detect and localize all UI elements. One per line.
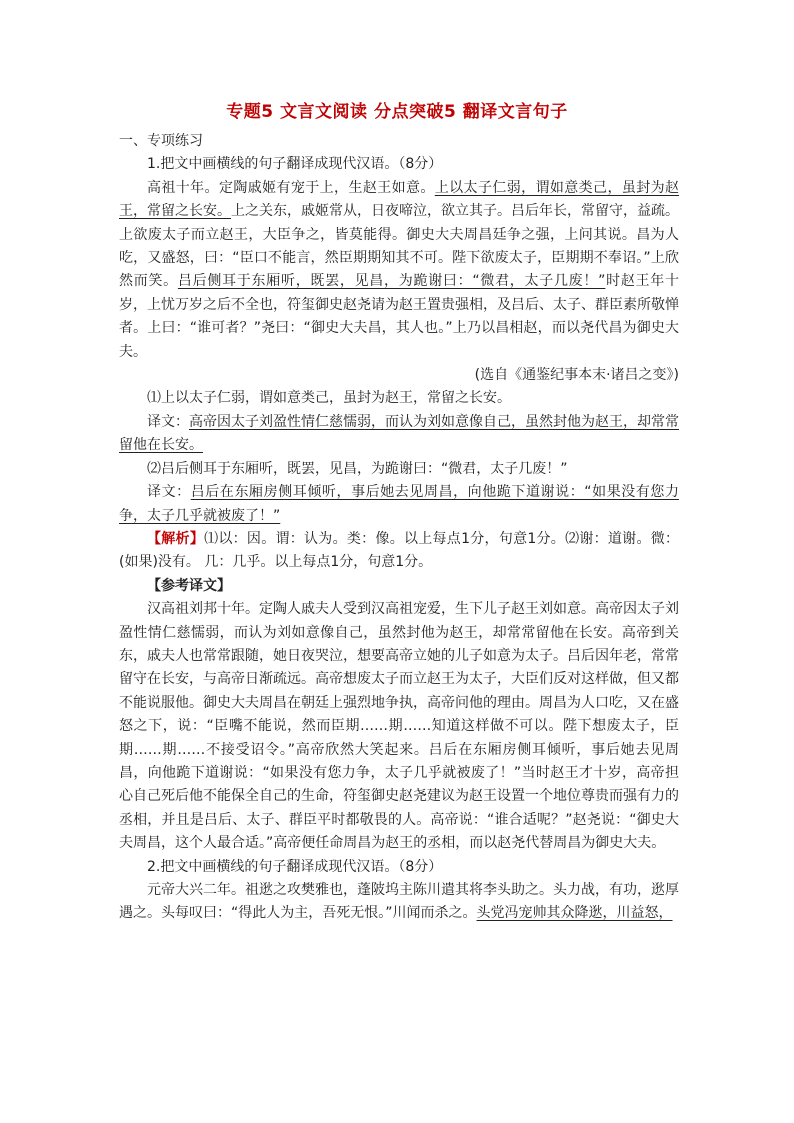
translation-1 bbox=[119, 411, 679, 458]
analysis-label: 【解析】 bbox=[147, 530, 205, 547]
translation-label: 译文： bbox=[147, 413, 189, 430]
reference-translation-label: 【参考译文】 bbox=[147, 577, 231, 594]
translation-1-text: 高帝因太子刘盈性情仁慈懦弱，而认为刘如意像自己，虽然封他为赵王，却常常留他在长安。 bbox=[119, 413, 679, 454]
passage-1-text-b: 上之关东，戚姬常从，日夜啼泣，欲立其子。吕后年长，常留守，益疏。上欲废太子而立赵王，大臣争之，皆莫能得。御史大夫周昌廷争之强，上问其说。昌为人吃，又盛怒，曰：“臣口不能言，然臣期期知其不可。陛下欲废太子，臣期期不奉诏。”上欣然而笑。 bbox=[119, 203, 679, 290]
page-title: 专题5 文言文阅读 分点突破5 翻译文言句子 bbox=[226, 102, 568, 122]
passage-2 bbox=[119, 879, 679, 926]
underlined-sentence-2: 吕后侧耳于东厢听，既罢，见昌，为跪谢曰：“微君，太子几废！” bbox=[177, 273, 606, 290]
underlined-sentence-1: 上以太子仁弱，谓如意类己，虽封为赵王，常留之长安。 bbox=[119, 179, 680, 220]
passage-1-text-c: 时赵王年十岁，上忧万岁之后不全也，符玺御史赵尧请为赵王置贵强相，及吕后、太子、群臣素所敬惮者。上曰：“谁可者？”尧曰：“御史大夫昌，其人也。”上乃以昌相赵，而以尧代昌为御史大夫。 bbox=[119, 273, 680, 360]
passage-source: (选自《通鉴纪事本末·诸吕之变》) bbox=[474, 367, 679, 384]
passage-1 bbox=[119, 177, 679, 364]
underlined-sentence-3: 头党冯宠帅其众降逖，川益怒， bbox=[476, 905, 673, 922]
passage-1-text-a: 高祖十年。定陶戚姬有宠于上，生赵王如意。 bbox=[147, 179, 435, 196]
question-1-prompt: 1.把文中画横线的句子翻译成现代汉语。（8分） bbox=[147, 156, 443, 173]
translation-2-text: 吕后在东厢房侧耳倾听，事后她去见周昌，向他跪下道谢说：“如果没有您力争，太子几乎就被废了！” bbox=[119, 484, 679, 524]
sub-question-1: ⑴上以太子仁弱，谓如意类己，虽封为赵王，常留之长安。 bbox=[147, 390, 511, 407]
analysis bbox=[119, 528, 679, 575]
translation-label-2: 译文： bbox=[147, 484, 191, 501]
document-body bbox=[119, 130, 679, 926]
question-2-prompt: 2.把文中画横线的句子翻译成现代汉语。（8分） bbox=[147, 858, 443, 875]
reference-translation: 汉高祖刘邦十年。定陶人戚夫人受到汉高祖宠爱，生下儿子赵王刘如意。高帝因太子刘盈性情仁慈懦弱，而认为刘如意像自己，虽然封他为赵王，却常常留他在长安。高帝到关东，戚夫人也常常跟随，她日夜哭泣，想要高帝立她的儿子如意为太子。吕后因年老，常常留守在长安，与高帝日渐疏远。高帝想废太子而立赵王为太子，大臣们反对这样做，但又都不能说服他。御史大夫周昌在朝廷上强烈地争执，高帝问他的理由。周昌为人口吃，又在盛怒之下，说：“臣嘴不能说，然而臣期……期……知道这样做不可以。陛下想废太子，臣期……期……不接受诏令。”高帝欣然大笑起来。吕后在东厢房侧耳倾听，事后她去见周昌，向他跪下道谢说：“如果没有您力争，太子几乎就被废了！”当时赵王才十岁，高帝担心自己死后他不能保全自己的生命，符玺御史赵尧建议为赵王设置一个地位尊贵而强有力的丞相，并且是吕后、太子、群臣平时都敬畏的人。高帝说：“谁合适呢？”赵尧说：“御史大夫周昌，这个人最合适。”高帝便任命周昌为赵王的丞相，而以赵尧代替周昌为御史大夫。 bbox=[119, 601, 679, 852]
translation-2 bbox=[119, 481, 679, 528]
section-heading: 一、专项练习 bbox=[119, 133, 203, 149]
sub-question-2: ⑵吕后侧耳于东厢听，既罢，见昌，为跪谢曰：“微君，太子几废！” bbox=[147, 460, 568, 477]
passage-2-text: 元帝大兴二年。祖逖之攻樊雅也，蓬陂坞主陈川遣其将李头助之。头力战，有功，逖厚遇之。头每叹曰：“得此人为主，吾死无恨。”川闻而杀之。 bbox=[119, 882, 679, 922]
analysis-text: ⑴以：因。谓：认为。类：像。以上每点1分，句意1分。⑵谢：道谢。微：(如果)没有。 几：几乎。以上每点1分，句意1分。 bbox=[119, 530, 680, 571]
